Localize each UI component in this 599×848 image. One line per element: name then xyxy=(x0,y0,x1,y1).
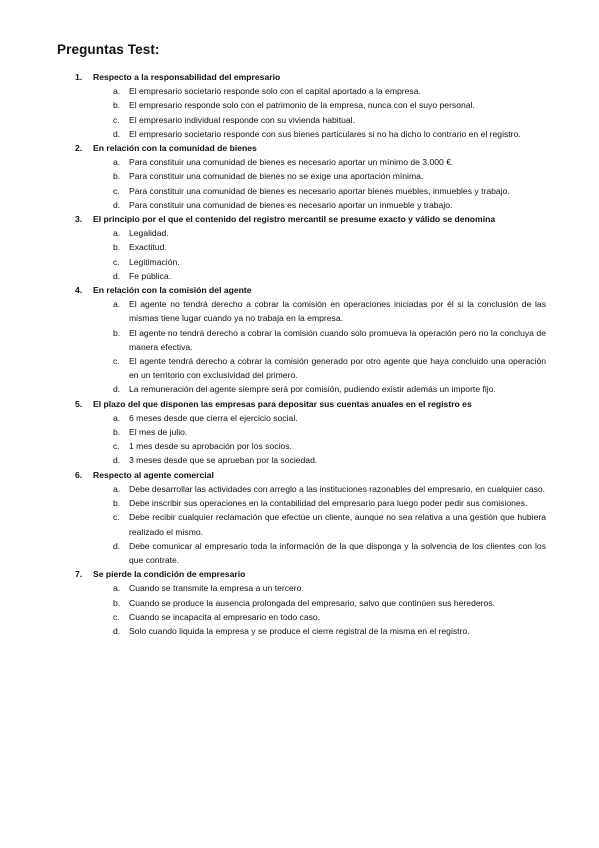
option-text: Para constituir una comunidad de bienes no se exige una aportación mínima. xyxy=(129,171,424,182)
answer-options xyxy=(57,226,546,283)
question-text: Respecto a la responsabilidad del empresario xyxy=(93,72,281,82)
option-letter: d. xyxy=(113,625,121,636)
answer-options xyxy=(57,411,546,468)
question-number: 4. xyxy=(75,285,83,296)
question-item xyxy=(57,70,546,141)
question-item xyxy=(57,567,546,638)
option-text: Fe pública. xyxy=(129,270,172,281)
question-number: 2. xyxy=(75,143,83,154)
option-text: El empresario individual responde con su vivienda habitual. xyxy=(129,114,355,125)
option-letter: b. xyxy=(113,498,121,509)
option-letter: d. xyxy=(113,384,121,395)
answer-option xyxy=(57,411,546,425)
answer-option xyxy=(57,354,546,382)
question-number: 1. xyxy=(75,72,83,82)
answer-option xyxy=(57,269,546,283)
question-item xyxy=(57,141,546,212)
option-text: Para constituir una comunidad de bienes es necesario aportar un inmueble y trabajo. xyxy=(129,199,453,210)
answer-option xyxy=(57,184,546,198)
option-letter: a. xyxy=(113,157,121,168)
answer-options xyxy=(57,482,546,567)
question-list xyxy=(57,70,546,638)
question-item xyxy=(57,212,546,283)
answer-options xyxy=(57,297,546,396)
option-letter: c. xyxy=(113,441,120,452)
option-text: Cuando se transmite la empresa a un tercero. xyxy=(129,583,304,594)
answer-option xyxy=(57,610,546,624)
option-text: Para constituir una comunidad de bienes es necesario aportar un mínimo de 3.000 €. xyxy=(129,157,454,168)
question-text: Se pierde la condición de empresario xyxy=(93,569,246,580)
question-heading xyxy=(57,212,546,226)
question-heading xyxy=(57,141,546,155)
question-text: En relación con la comisión del agente xyxy=(93,285,252,296)
option-text: El empresario societario responde con sus bienes particulares si no ha dicho lo contrario en el registro. xyxy=(129,128,521,139)
option-letter: a. xyxy=(113,412,121,423)
answer-option xyxy=(57,326,546,354)
option-letter: c. xyxy=(113,185,120,196)
answer-option xyxy=(57,226,546,240)
question-heading xyxy=(57,283,546,297)
option-text: Debe inscribir sus operaciones en la contabilidad del empresario para luego poder pedir sus comisiones. xyxy=(129,498,528,509)
question-number: 5. xyxy=(75,398,83,409)
answer-option xyxy=(57,510,546,538)
option-letter: c. xyxy=(113,356,120,367)
answer-option xyxy=(57,155,546,169)
option-letter: a. xyxy=(113,583,121,594)
option-text: El agente tendrá derecho a cobrar la comisión generado por otro agente que haya concluido una operación en un territorio con exclusividad del primero. xyxy=(129,356,546,381)
question-number: 6. xyxy=(75,469,83,480)
option-letter: a. xyxy=(113,228,121,239)
question-heading xyxy=(57,397,546,411)
option-letter: b. xyxy=(113,427,121,438)
option-text: Legitimación. xyxy=(129,256,180,267)
option-letter: d. xyxy=(113,540,121,551)
option-text: Legalidad. xyxy=(129,228,169,239)
question-text: Respecto al agente comercial xyxy=(93,469,214,480)
answer-option xyxy=(57,84,546,98)
answer-option xyxy=(57,482,546,496)
answer-option xyxy=(57,382,546,396)
option-text: Debe desarrollar las actividades con arreglo a las instituciones razonables del empresario, en cualquier caso. xyxy=(129,483,546,494)
answer-option xyxy=(57,496,546,510)
option-text: Solo cuando liquida la empresa y se produce el cierre registral de la misma en el registro. xyxy=(129,625,470,636)
question-text: El principio por el que el contenido del registro mercantil se presume exacto y válido se denomina xyxy=(93,214,496,225)
answer-option xyxy=(57,240,546,254)
option-letter: a. xyxy=(113,483,121,494)
answer-options xyxy=(57,581,546,638)
answer-option xyxy=(57,127,546,141)
option-text: El empresario societario responde solo con el capital aportado a la empresa. xyxy=(129,86,421,97)
option-text: El empresario responde solo con el patrimonio de la empresa, nunca con el suyo personal. xyxy=(129,100,475,111)
question-number: 7. xyxy=(75,569,83,580)
answer-option xyxy=(57,297,546,325)
option-letter: b. xyxy=(113,597,121,608)
option-letter: b. xyxy=(113,242,121,253)
option-letter: a. xyxy=(113,86,121,97)
question-text: El plazo del que disponen las empresas para depositar sus cuentas anuales en el registro es xyxy=(93,398,472,409)
option-text: Cuando se incapacita al empresario en todo caso. xyxy=(129,611,321,622)
page-title: Preguntas Test: xyxy=(57,42,160,57)
answer-option xyxy=(57,439,546,453)
answer-option xyxy=(57,453,546,467)
option-letter: d. xyxy=(113,199,121,210)
option-text: La remuneración del agente siempre será por comisión, pudiendo existir además un importe fijo. xyxy=(129,384,496,395)
option-text: 3 meses desde que se aprueban por la sociedad. xyxy=(129,455,318,466)
option-text: El agente no tendrá derecho a cobrar la comisión en operaciones iniciadas por él si la conclusión de las mismas tiene lugar cuando ya no trabaja en la empresa. xyxy=(129,299,546,324)
answer-option xyxy=(57,539,546,567)
answer-option xyxy=(57,425,546,439)
option-text: Debe comunicar al empresario toda la información de la que disponga y la solvencia de los clientes con los que contrate. xyxy=(129,540,546,565)
answer-option xyxy=(57,198,546,212)
answer-option xyxy=(57,169,546,183)
answer-options xyxy=(57,84,546,141)
question-number: 3. xyxy=(75,214,83,225)
question-heading xyxy=(57,567,546,581)
option-letter: c. xyxy=(113,512,120,523)
option-text: El agente no tendrá derecho a cobrar la comisión cuando solo promueva la operación pero no la concluya de manera efectiva. xyxy=(129,327,546,352)
question-item xyxy=(57,397,546,468)
option-text: Debe recibir cualquier reclamación que efectúe un cliente, aunque no sea relativa a una gestión que hubiera realizado el mismo. xyxy=(129,512,546,537)
question-text: En relación con la comunidad de bienes xyxy=(93,143,257,154)
option-letter: b. xyxy=(113,327,121,338)
answer-option xyxy=(57,581,546,595)
option-text: Cuando se produce la ausencia prolongada del empresario, salvo que continúen sus herederos. xyxy=(129,597,495,608)
option-letter: b. xyxy=(113,100,121,111)
question-heading xyxy=(57,70,546,84)
answer-option xyxy=(57,98,546,112)
option-letter: c. xyxy=(113,114,120,125)
option-letter: d. xyxy=(113,455,121,466)
answer-option xyxy=(57,255,546,269)
option-letter: a. xyxy=(113,299,121,310)
option-letter: d. xyxy=(113,270,121,281)
option-text: El mes de julio. xyxy=(129,427,188,438)
option-text: Exactitud. xyxy=(129,242,167,253)
option-text: Para constituir una comunidad de bienes es necesario aportar bienes muebles, inmuebles y trabajo. xyxy=(129,185,510,196)
question-heading xyxy=(57,468,546,482)
question-item xyxy=(57,468,546,567)
answer-option xyxy=(57,624,546,638)
question-item xyxy=(57,283,546,397)
answer-option xyxy=(57,596,546,610)
option-letter: b. xyxy=(113,171,121,182)
option-letter: c. xyxy=(113,611,120,622)
answer-options xyxy=(57,155,546,212)
option-letter: c. xyxy=(113,256,120,267)
option-text: 6 meses desde que cierra el ejercicio social. xyxy=(129,412,298,423)
option-text: 1 mes desde su aprobación por los socios. xyxy=(129,441,292,452)
option-letter: d. xyxy=(113,128,121,139)
answer-option xyxy=(57,113,546,127)
